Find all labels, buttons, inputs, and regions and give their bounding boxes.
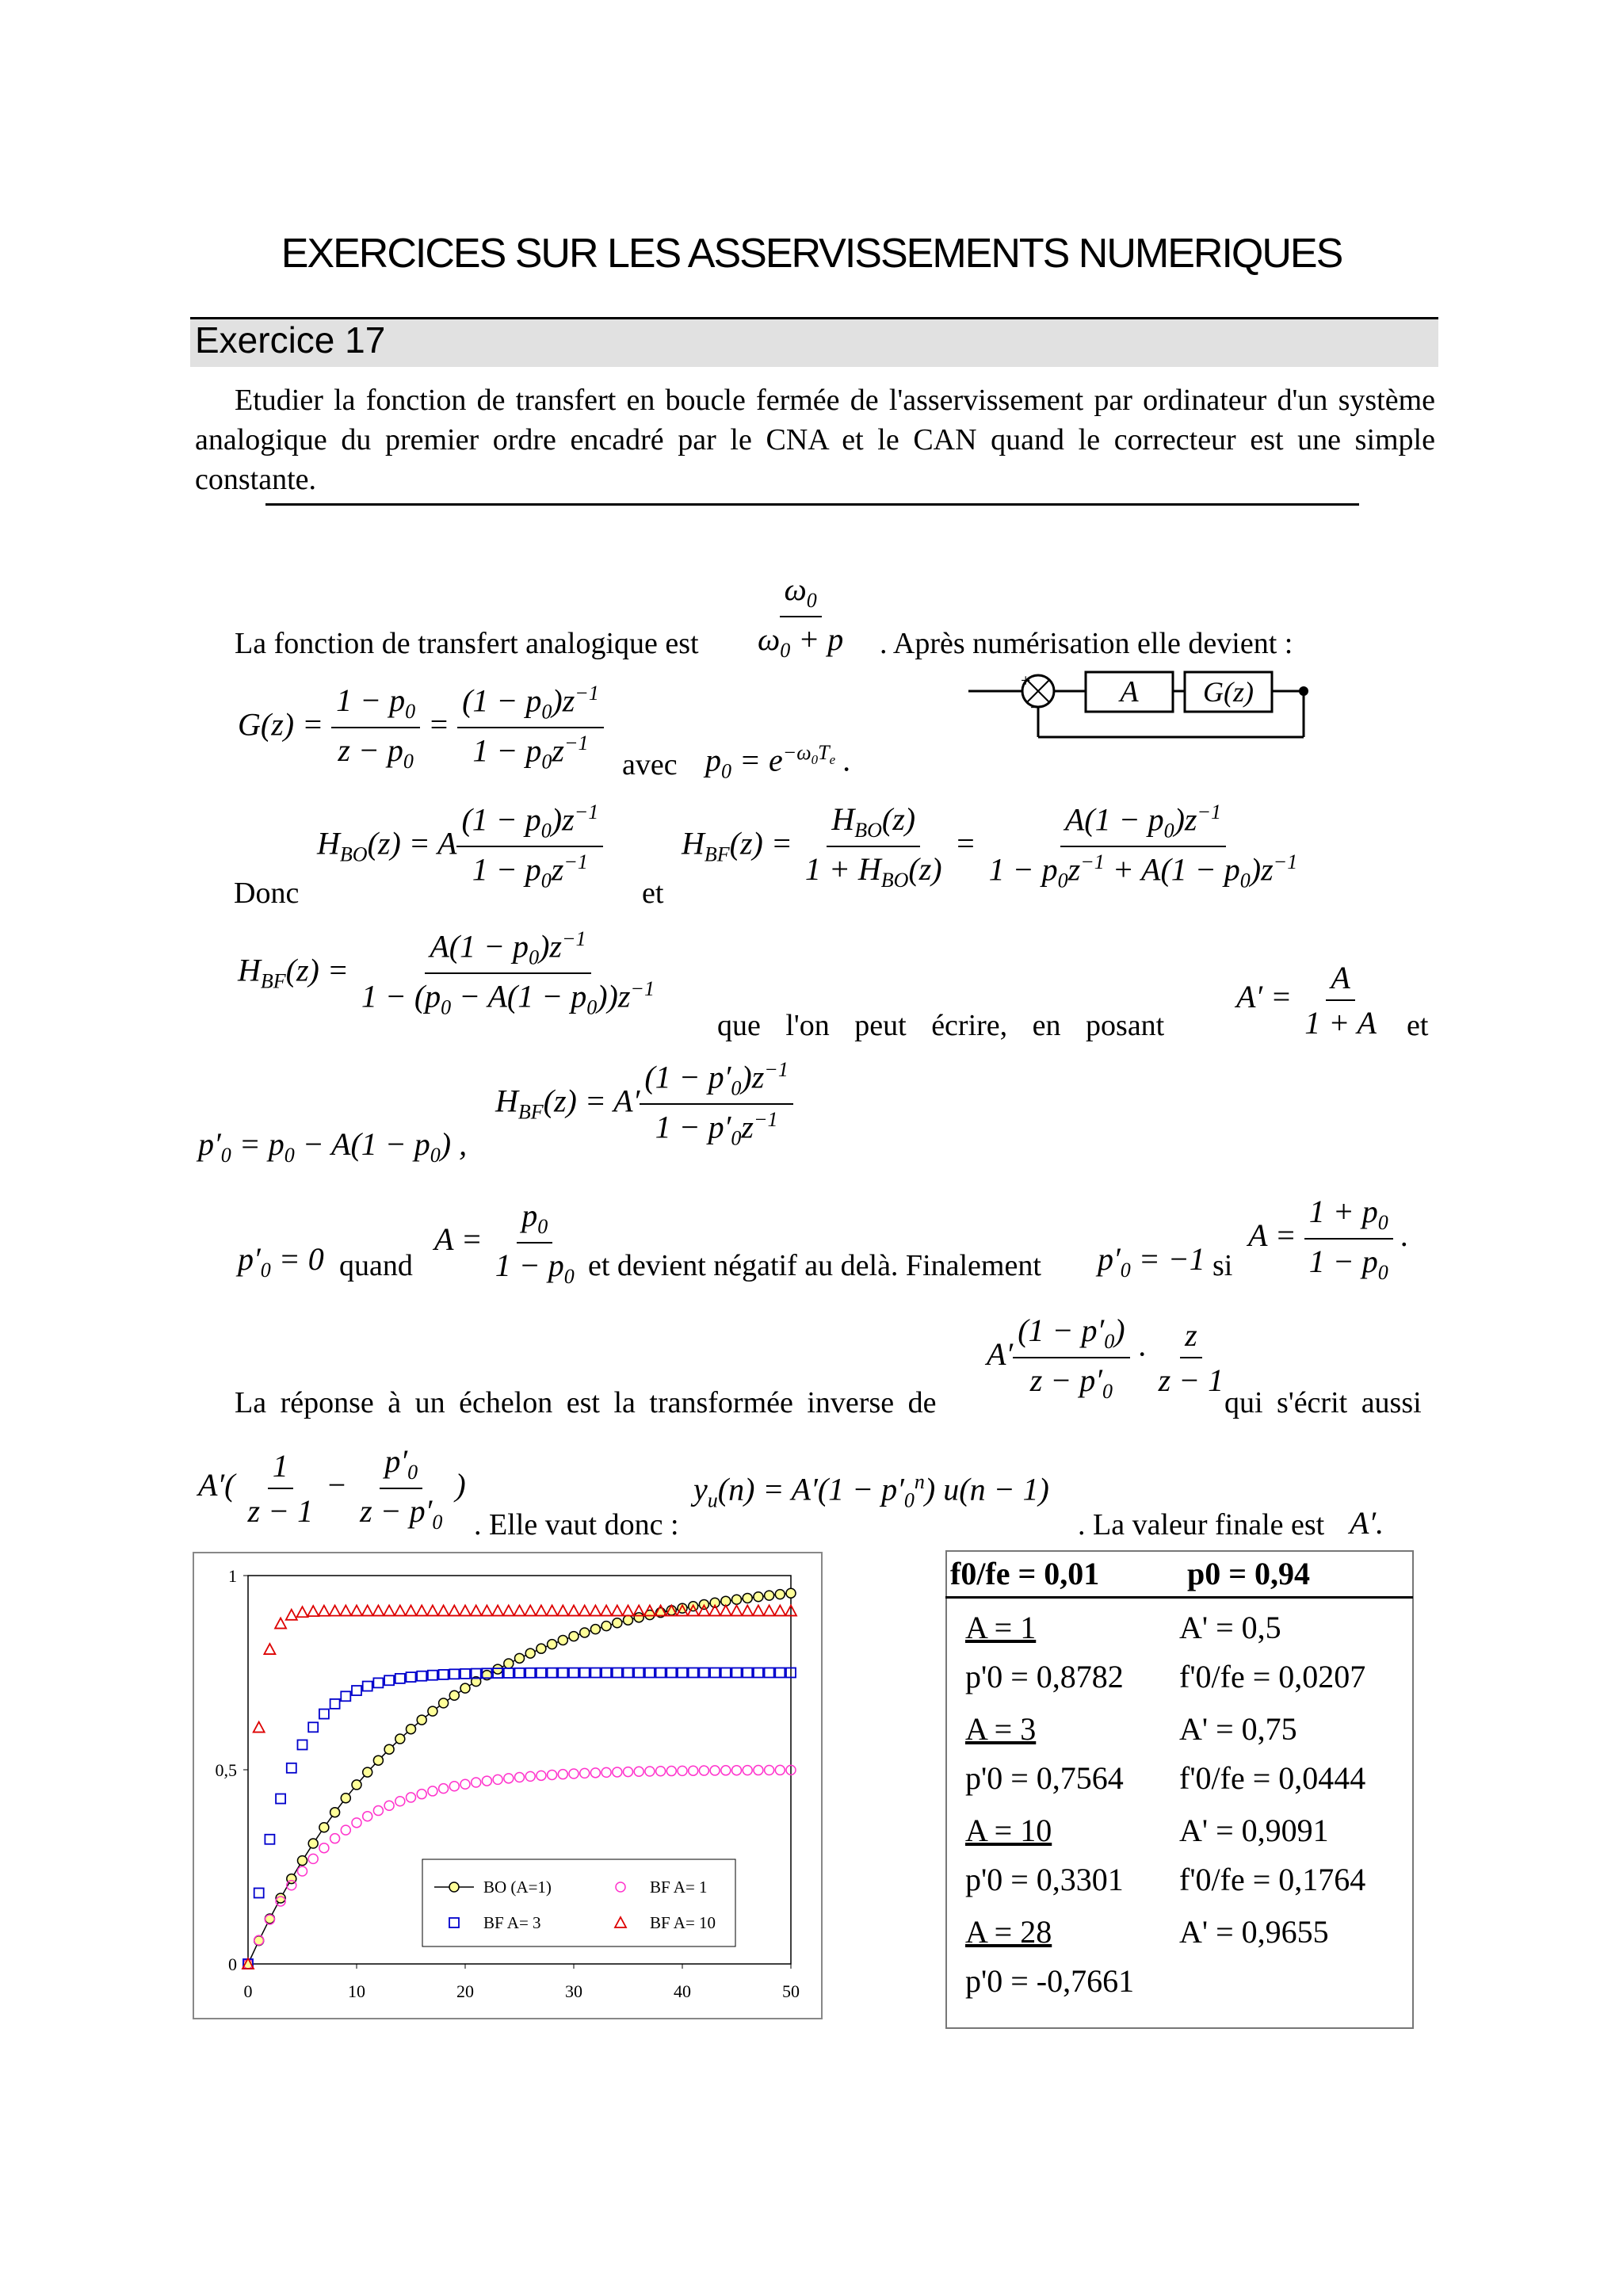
plus-sign: +: [1021, 670, 1031, 690]
data-point: [558, 1635, 567, 1645]
data-point: [515, 1653, 525, 1663]
formula-step-transform: A′ $\frac{(1 - p'_0)}{z - p'_0}$ · $\frac{z}{z - 1}$: [987, 1312, 1224, 1403]
data-point: [308, 1839, 318, 1848]
header-p0: p0 = 0,94: [1187, 1556, 1311, 1591]
x-tick-label: 10: [348, 1981, 365, 2001]
text-reponse-echelon: La réponse à un échelon est la transformée inverse de: [235, 1386, 937, 1419]
cell-p-prime: p'0 = 0,8782: [965, 1659, 1124, 1694]
minus-sign: −: [1030, 697, 1041, 717]
cell-a-prime: A' = 0,9655: [1179, 1914, 1329, 1950]
formula-a-prime: A′ = $\frac{A}{1 + A}$: [1236, 960, 1377, 1041]
data-point: [417, 1715, 426, 1725]
data-point: [330, 1808, 340, 1817]
data-point: [634, 1613, 643, 1622]
exercise-statement: Etudier la fonction de transfert en boucle fermée de l'asservissement par ordinateur d'un système analogique du premier ordre encadré par le CNA et le CAN quand le correcteur est une simple constante.: [195, 384, 1435, 496]
cell-a: A = 3: [965, 1711, 1037, 1747]
data-point: [298, 1856, 307, 1866]
x-tick-label: 30: [565, 1981, 582, 2001]
legend-label: BO (A=1): [483, 1878, 552, 1897]
text-et-1: et: [642, 877, 664, 910]
formula-p0-prime-zero: $p'_0 = 0$: [238, 1241, 324, 1282]
cell-a: A = 1: [965, 1610, 1037, 1645]
cell-f-prime: f'0/fe = 0,0444: [1179, 1760, 1366, 1796]
formula-partial-fractions: A′( $\frac{1}{z - 1}$ − $\frac{p'_0}{z - p'_0}$ ): [198, 1443, 466, 1534]
data-point: [341, 1794, 350, 1803]
data-point: [765, 1591, 774, 1600]
data-point: [525, 1648, 535, 1658]
formula-p0: $p_0 = e^{-\omega_0T_e}$ .: [705, 741, 852, 783]
formula-analog-tf: $\frac{\omega_0}{\omega_0 + p}$: [758, 571, 844, 662]
block-diagram: [967, 666, 1331, 753]
data-point: [460, 1683, 470, 1693]
cell-p-prime: p'0 = 0,7564: [965, 1760, 1124, 1796]
data-point: [590, 1625, 600, 1634]
data-point: [624, 1615, 633, 1625]
data-point: [439, 1698, 449, 1708]
cell-f-prime: f'0/fe = 0,1764: [1179, 1862, 1366, 1897]
y-tick-label: 0,5: [215, 1760, 237, 1780]
data-point: [449, 1882, 459, 1892]
data-point: [352, 1780, 361, 1790]
data-point: [613, 1618, 622, 1628]
text-posant: que l'on peut écrire, en posant: [717, 1009, 1165, 1042]
formula-hbf-2: $H_{BF}(z)$ = $\frac{A(1 - p_0)z^{-1}}{1 - (p_0 - A(1 - p_0))z^{-1}}$: [238, 927, 655, 1019]
x-tick-label: 40: [674, 1981, 691, 2001]
formula-a-crit: A = $\frac{p_0}{1 - p_0}$: [434, 1198, 575, 1288]
exercise-title: Exercice 17: [195, 319, 386, 361]
cell-a-prime: A' = 0,5: [1179, 1610, 1281, 1645]
formula-p0-prime: $p'_0 = p_0 - A(1 - p_0)$ ,: [198, 1126, 468, 1167]
legend-label: BF A= 10: [650, 1913, 716, 1932]
y-tick-label: 1: [228, 1566, 237, 1586]
data-point: [786, 1588, 796, 1598]
x-tick-label: 20: [456, 1981, 474, 2001]
formula-a-prime-final: A′.: [1350, 1505, 1384, 1541]
formula-yu: $y_u(n) = A'(1 - p'_0^n) u(n - 1)$: [693, 1470, 1049, 1512]
text-ecrit-aussi: qui s'écrit aussi: [1224, 1386, 1422, 1419]
header-f0-fe: f0/fe = 0,01: [950, 1556, 1100, 1591]
text-si: si: [1212, 1249, 1233, 1282]
legend-label: BF A= 1: [650, 1878, 708, 1897]
page-title: EXERCICES SUR LES ASSERVISSEMENTS NUMERIQUES: [281, 231, 1342, 277]
x-tick-label: 0: [243, 1981, 253, 2001]
data-point: [548, 1640, 557, 1649]
x-tick-label: 50: [782, 1981, 800, 2001]
text-negatif: et devient négatif au delà. Finalement: [588, 1249, 1041, 1282]
y-tick-label: 0: [228, 1954, 237, 1974]
step-response-chart: [193, 1552, 823, 2019]
chart-legend: [422, 1859, 735, 1946]
formula-hbo: $H_{BO}(z) = A$ $\frac{(1 - p_0)z^{-1}}{1 - p_0z^{-1}}$: [317, 800, 603, 893]
text-avec: avec: [622, 748, 678, 781]
text-vaut-donc: . Elle vaut donc :: [474, 1508, 679, 1541]
text-valeur-finale: . La valeur finale est: [1078, 1508, 1325, 1541]
cell-p-prime: p'0 = 0,3301: [965, 1862, 1124, 1897]
formula-hbf-3: $H_{BF}(z) = A'$ $\frac{(1 - p'_0)z^{-1}}{1 - p'_0z^{-1}}$: [495, 1058, 793, 1151]
data-point: [428, 1706, 437, 1716]
data-point: [395, 1734, 405, 1744]
results-table-header: [945, 1555, 1413, 1599]
data-point: [580, 1628, 590, 1637]
data-point: [754, 1592, 763, 1602]
cell-a-prime: A' = 0,9091: [1179, 1813, 1329, 1848]
block-gz-label: G(z): [1203, 676, 1254, 708]
data-point: [504, 1659, 514, 1668]
data-point: [732, 1595, 742, 1604]
data-point: [775, 1590, 785, 1599]
data-point: [493, 1664, 502, 1674]
cell-a-prime: A' = 0,75: [1179, 1711, 1297, 1747]
cell-p-prime: p'0 = -0,7661: [965, 1963, 1135, 1999]
legend-label: BF A= 3: [483, 1913, 541, 1932]
data-point: [743, 1593, 752, 1603]
formula-a-limit: A = $\frac{1 + p_0}{1 - p_0}$ .: [1248, 1194, 1409, 1284]
data-point: [373, 1755, 383, 1765]
data-point: [601, 1622, 611, 1631]
formula-hbf-1: $H_{BF}(z)$ = $\frac{H_{BO}(z)}{1 + H_{BO}(z)}$ = $\frac{A(1 - p_0)z^{-1}}{1 - p_0z^{-1} + A(1 - p_0)z^{-1}}$: [682, 800, 1298, 892]
formula-gz: G(z) = $\frac{1 - p_0}{z - p_0}$ = $\frac{(1 - p_0)z^{-1}}{1 - p_0z^{-1}}$: [238, 682, 604, 774]
cell-a: A = 28: [965, 1914, 1052, 1950]
data-point: [449, 1690, 459, 1700]
block-a-label: A: [1120, 675, 1139, 709]
statement-divider: [265, 503, 1359, 506]
formula-p0-prime-minus1: $p'_0 = -1$: [1098, 1241, 1205, 1282]
data-point: [319, 1823, 329, 1832]
text-after-numerisation: . Après numérisation elle devient :: [880, 627, 1293, 660]
text-et-2: et: [1407, 1009, 1429, 1042]
cell-a: A = 10: [965, 1813, 1052, 1848]
data-point: [363, 1767, 372, 1777]
data-point: [569, 1632, 579, 1641]
data-point: [407, 1725, 416, 1734]
text-transfer-analog: La fonction de transfert analogique est: [235, 627, 699, 660]
data-point: [384, 1744, 394, 1754]
text-quand: quand: [339, 1249, 413, 1282]
legend-box: [422, 1859, 735, 1946]
cell-f-prime: f'0/fe = 0,0207: [1179, 1659, 1366, 1694]
text-donc: Donc: [234, 877, 300, 910]
data-point: [537, 1644, 546, 1653]
